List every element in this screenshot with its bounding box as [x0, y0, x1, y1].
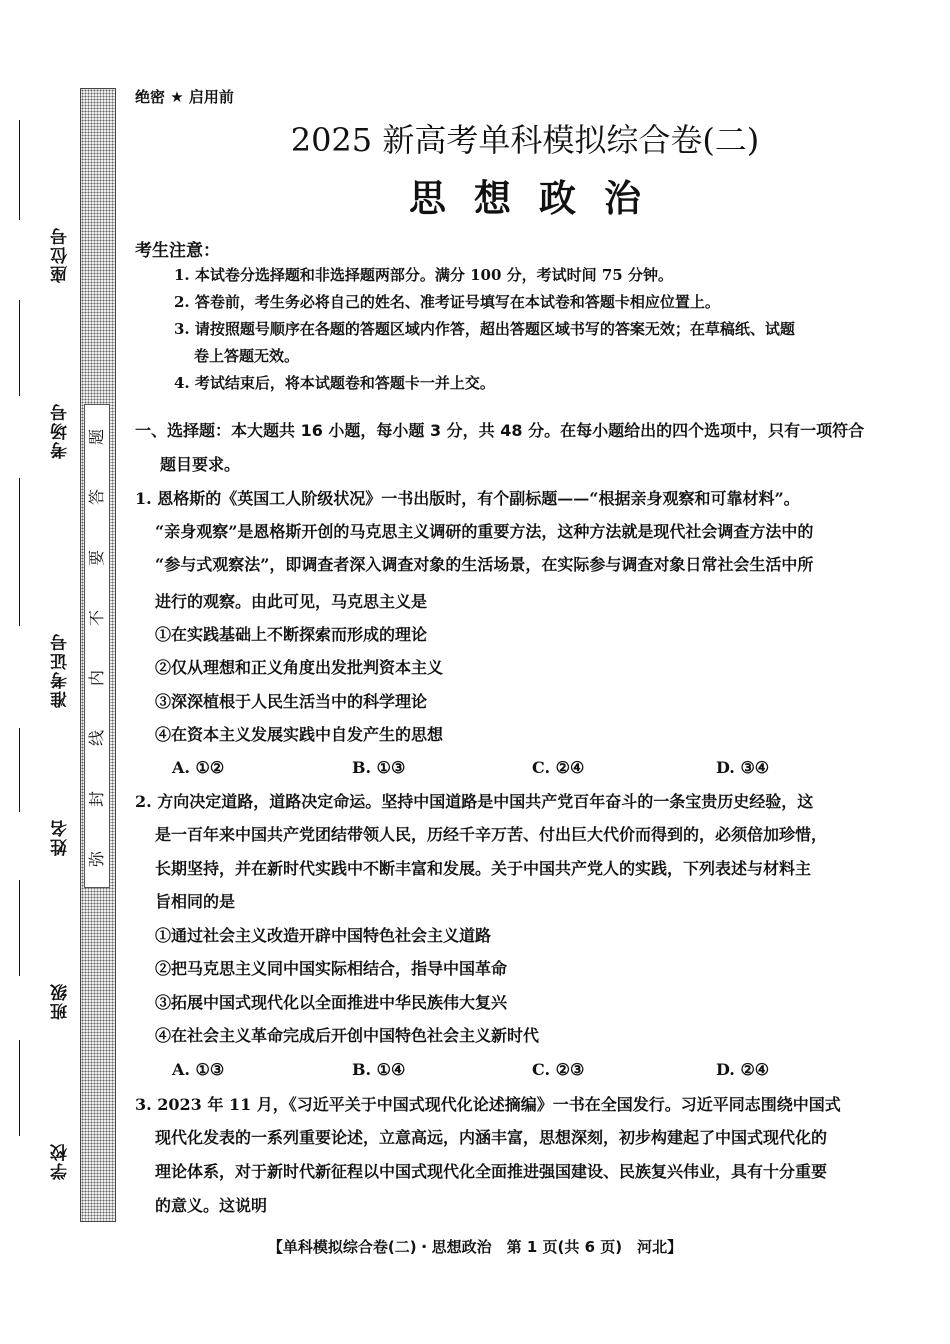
fill-line-class: [19, 880, 20, 976]
section-heading: 一、选择题：本大题共 16 小题，每小题 3 分，共 48 分。在每小题给出的四个选项中，只有一项符合: [135, 421, 865, 440]
question-stem-line: 1. 恩格斯的《英国工人阶级状况》一书出版时，有个副标题——“根据亲身观察和可靠材料”。: [135, 489, 800, 508]
field-class: [40, 982, 80, 1020]
seal-char: 答: [86, 489, 106, 506]
seal-char: 线: [86, 730, 106, 747]
subject-title: 思想政治: [409, 177, 669, 220]
seal-char: 内: [86, 670, 106, 687]
field-label: 班级: [50, 982, 71, 1020]
secret-mark: 绝密 ★ 启用前: [135, 88, 234, 106]
question-stem-line: 的意义。这说明: [155, 1196, 268, 1215]
field-exam-room: [40, 402, 80, 459]
answer-choice-a[interactable]: A. ①③: [172, 1060, 225, 1079]
field-label: 姓名: [50, 818, 71, 856]
notice-item: 3. 请按照题号顺序在各题的答题区域内作答，超出答题区域书写的答案无效；在草稿纸、试题: [174, 320, 795, 338]
fill-line-seat: [19, 120, 20, 220]
exam-title: 2025 新高考单科模拟综合卷(二): [290, 121, 760, 159]
question-stem-line: “亲身观察”是恩格斯开创的马克思主义调研的重要方法，这种方法就是现代社会调查方法中的: [155, 522, 814, 541]
fill-line-name: [19, 728, 20, 812]
statement-option: ③拓展中国式现代化以全面推进中华民族伟大复兴: [155, 993, 508, 1012]
fill-line-room: [19, 300, 20, 396]
question-stem-line: “参与式观察法”，即调查者深入调查对象的生活场景，在实际参与调查对象日常社会生活中所: [155, 555, 814, 574]
field-seat-number: [40, 226, 80, 283]
question-stem-line: 长期坚持，并在新时代实践中不断丰富和发展。关于中国共产党人的实践，下列表述与材料主: [155, 859, 812, 878]
answer-choice-c[interactable]: C. ②④: [532, 758, 585, 777]
question-stem-line: 理论体系，对于新时代新征程以中国式现代化全面推进强国建设、民族复兴伟业，具有十分重要: [155, 1162, 828, 1181]
statement-option: ①通过社会主义改造开辟中国特色社会主义道路: [155, 926, 492, 945]
statement-option: ②把马克思主义同中国实际相结合，指导中国革命: [155, 959, 508, 978]
notice-item: 2. 答卷前，考生务必将自己的姓名、准考证号填写在本试卷和答题卡相应位置上。: [174, 293, 720, 311]
statement-option: ①在实践基础上不断探索而形成的理论: [155, 625, 428, 644]
fill-line-school: [19, 1040, 20, 1136]
seal-char: 弥: [86, 850, 106, 867]
page-footer: 【单科模拟综合卷(二)・思想政治 第 1 页(共 6 页) 河北】: [267, 1238, 683, 1256]
seal-char: 不: [86, 609, 106, 626]
statement-option: ②仅从理想和正义角度出发批判资本主义: [155, 658, 444, 677]
question-stem-line: 现代化发表的一系列重要论述，立意高远，内涵丰富，思想深刻，初步构建起了中国式现代化的: [155, 1128, 828, 1147]
field-label: 学校: [50, 1142, 71, 1180]
field-ticket-number: [40, 632, 80, 708]
answer-choice-b[interactable]: B. ①③: [352, 758, 406, 777]
answer-choice-d[interactable]: D. ②④: [716, 1060, 770, 1079]
answer-choice-d[interactable]: D. ③④: [716, 758, 770, 777]
field-name: [40, 818, 80, 856]
question-stem-line: 3. 2023 年 11 月，《习近平关于中国式现代化论述摘编》一书在全国发行。习近平同志围绕中国式: [135, 1095, 841, 1114]
seal-char: 封: [86, 790, 106, 807]
notice-item: 1. 本试卷分选择题和非选择题两部分。满分 100 分，考试时间 75 分钟。: [174, 266, 673, 284]
field-label: 座位号: [50, 226, 71, 283]
field-school: [40, 1142, 80, 1180]
statement-option: ④在社会主义革命完成后开创中国特色社会主义新时代: [155, 1026, 540, 1045]
notice-item: 4. 考试结束后，将本试题卷和答题卡一并上交。: [174, 374, 495, 392]
answer-choice-a[interactable]: A. ①②: [172, 758, 225, 777]
question-stem-line: 旨相同的是: [155, 892, 236, 911]
field-label: 准考证号: [50, 632, 71, 708]
answer-choice-c[interactable]: C. ②③: [532, 1060, 585, 1079]
question-stem-line: 进行的观察。由此可见，马克思主义是: [155, 592, 428, 611]
seal-char: 要: [86, 549, 106, 566]
statement-option: ④在资本主义发展实践中自发产生的思想: [155, 725, 444, 744]
question-stem-line: 2. 方向决定道路，道路决定命运。坚持中国道路是中国共产党百年奋斗的一条宝贵历史经验，这: [135, 792, 814, 811]
seal-char: 题: [86, 428, 106, 446]
section-heading-cont: 题目要求。: [160, 455, 241, 474]
seal-notice: [84, 404, 110, 888]
answer-choice-b[interactable]: B. ①④: [352, 1060, 406, 1079]
question-stem-line: 是一百年来中国共产党团结带领人民，历经千辛万苦、付出巨大代价而得到的，必须倍加珍惜，: [155, 825, 828, 844]
notice-heading: 考生注意：: [135, 241, 220, 261]
field-label: 考场号: [50, 402, 71, 459]
notice-item: 卷上答题无效。: [194, 347, 300, 365]
statement-option: ③深深植根于人民生活当中的科学理论: [155, 692, 428, 711]
fill-line-ticket: [19, 478, 20, 626]
